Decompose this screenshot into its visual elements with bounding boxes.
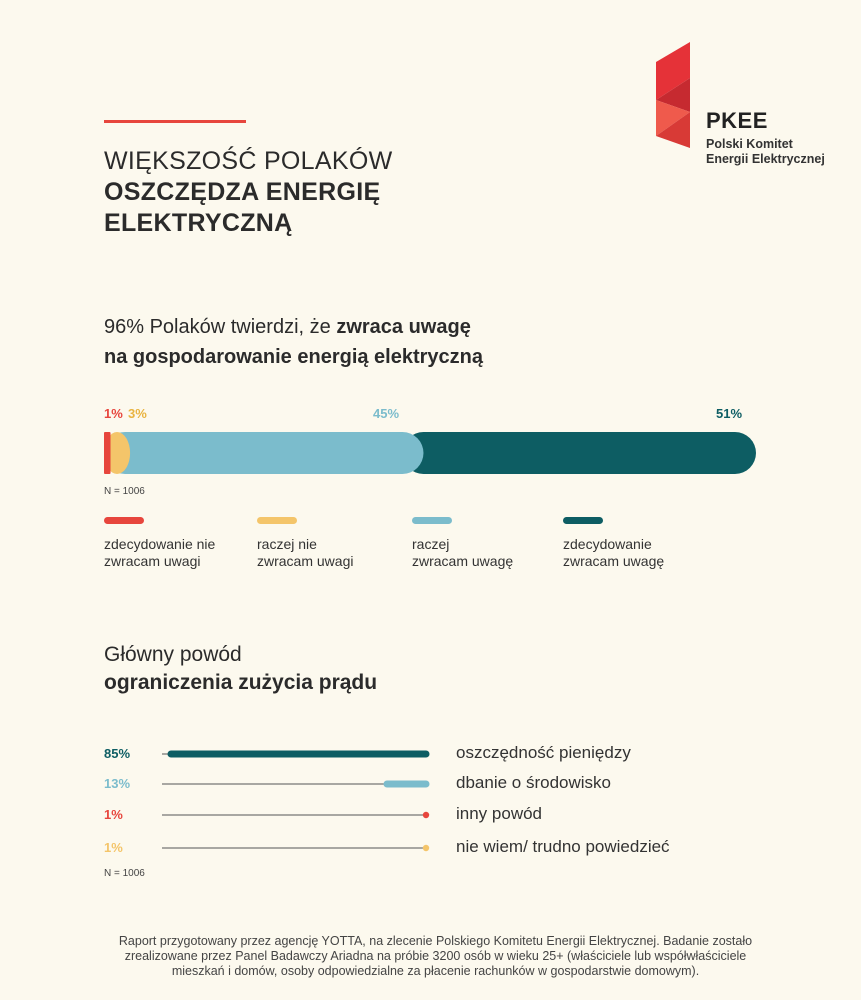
section1-heading	[104, 312, 483, 372]
stacked-bar-segment-3	[104, 432, 423, 474]
section2-line-2: ograniczenia zużycia prądu	[104, 671, 378, 694]
reason-category-label: oszczędność pieniędzy	[456, 743, 631, 762]
reason-bar-4	[423, 845, 429, 851]
stacked-bar-value-label-3: 45%	[373, 406, 400, 421]
footnote-line-1: Raport przygotowany przez agencję YOTTA, na zlecenie Polskiego Komitetu Energii Elektrycznej. Badanie zostało	[118, 934, 753, 948]
legend-item-1	[104, 517, 254, 570]
title-accent-line	[104, 120, 246, 123]
stacked-bar-chart	[104, 432, 756, 474]
page-title	[104, 146, 392, 239]
footnote-line-2: zrealizowane przez Panel Badawczy Ariadna na próbie 3200 osób w wieku 25+ (właściciele lub współwłaściciele	[124, 949, 747, 963]
reason-category-label: inny powód	[456, 804, 543, 823]
footnote	[100, 934, 771, 979]
reason-category-label: nie wiem/ trudno powiedzieć	[456, 837, 670, 856]
title-line-2: OSZCZĘDZA ENERGIĘ	[104, 178, 381, 206]
logo-subtitle-1: Polski Komitet	[706, 137, 793, 151]
section2-heading	[104, 641, 377, 697]
section2-line-1: Główny powód	[104, 643, 242, 666]
stacked-bar-segment-4	[402, 432, 756, 474]
logo-text	[706, 108, 825, 167]
section1-intro: 96% Polaków twierdzi, że	[104, 316, 337, 338]
logo-subtitle-2: Energii Elektrycznej	[706, 152, 825, 166]
legend-label: zdecydowanie zwracam uwagę	[563, 536, 665, 569]
footnote-line-3: mieszkań i domów, osoby odpowiedzialne za płacenie rachunków w gospodarstwie domowym).	[171, 964, 700, 978]
legend-swatch	[257, 517, 297, 524]
stacked-bar-value-label-4: 51%	[716, 406, 743, 421]
reason-bar-3	[423, 812, 429, 818]
sample-size-1: N = 1006	[104, 486, 145, 497]
title-line-1: WIĘKSZOŚĆ POLAKÓW	[104, 147, 393, 175]
stacked-bar-value-label-1: 1%	[104, 406, 123, 421]
section1-bold-2: na gospodarowanie energią elektryczną	[104, 346, 484, 368]
legend-item-3	[412, 517, 562, 570]
legend-item-4	[563, 517, 713, 570]
legend-swatch	[104, 517, 144, 524]
legend-swatch	[563, 517, 603, 524]
reasons-bar-chart	[100, 740, 460, 870]
legend-label: raczej zwracam uwagę	[412, 536, 514, 569]
legend-item-2	[257, 517, 407, 570]
section1-bold-1: zwraca uwagę	[336, 316, 471, 338]
title-line-3: ELEKTRYCZNĄ	[104, 209, 293, 237]
reason-percent-label: 13%	[104, 776, 131, 791]
stacked-bar-value-label-2: 3%	[128, 406, 147, 421]
sample-size-2: N = 1006	[104, 868, 145, 879]
logo-name: PKEE	[706, 108, 768, 133]
reason-percent-label: 85%	[104, 746, 131, 761]
reason-percent-label: 1%	[104, 807, 123, 822]
stacked-bar-segment-1	[104, 432, 111, 474]
legend-swatch	[412, 517, 452, 524]
reason-category-label: dbanie o środowisko	[456, 773, 611, 792]
legend-label: raczej nie zwracam uwagi	[257, 536, 354, 569]
reason-percent-label: 1%	[104, 840, 123, 855]
legend-label: zdecydowanie nie zwracam uwagi	[104, 536, 216, 569]
